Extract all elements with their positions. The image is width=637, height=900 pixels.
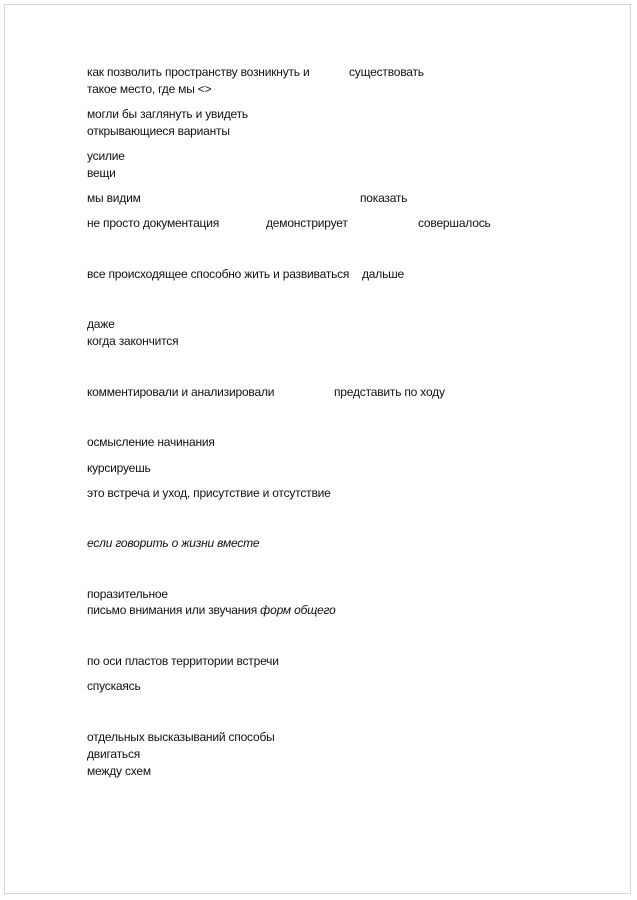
text-line: усилие: [87, 149, 125, 163]
text-line: дальше: [362, 267, 405, 281]
text-line: двигаться: [87, 747, 141, 761]
text-line: все происходящее способно жить и развиваться: [87, 267, 350, 281]
text-line: даже: [87, 317, 115, 331]
text-line: [87, 602, 336, 618]
text-line: не просто документация: [87, 216, 220, 230]
text-line-italic: если говорить о жизни вместе: [87, 536, 260, 550]
document-page: [4, 4, 631, 894]
text-line: демонстрирует: [266, 216, 348, 230]
text-line: представить по ходу: [334, 385, 445, 399]
text-line: показать: [360, 191, 408, 205]
text-span-italic: форм общего: [260, 603, 336, 617]
text-line: поразительное: [87, 587, 168, 601]
text-line: осмысление начинания: [87, 435, 215, 449]
text-line: как позволить пространству возникнуть и: [87, 65, 310, 79]
text-span: письмо внимания или звучания: [87, 603, 258, 617]
text-line: вещи: [87, 166, 116, 180]
text-line: комментировали и анализировали: [87, 385, 275, 399]
text-line: могли бы заглянуть и увидеть: [87, 107, 248, 121]
text-line: совершалось: [418, 216, 491, 230]
text-line: такое место, где мы <>: [87, 82, 212, 96]
text-line: спускаясь: [87, 679, 141, 693]
text-line: открывающиеся варианты: [87, 124, 230, 138]
text-line: мы видим: [87, 191, 141, 205]
text-line: существовать: [349, 65, 424, 79]
text-line: отдельных высказываний способы: [87, 730, 275, 744]
text-line: между схем: [87, 764, 151, 778]
text-line: это встреча и уход, присутствие и отсутствие: [87, 486, 331, 500]
text-line: курсируешь: [87, 461, 151, 475]
text-line: когда закончится: [87, 334, 179, 348]
text-line: по оси пластов территории встречи: [87, 654, 279, 668]
